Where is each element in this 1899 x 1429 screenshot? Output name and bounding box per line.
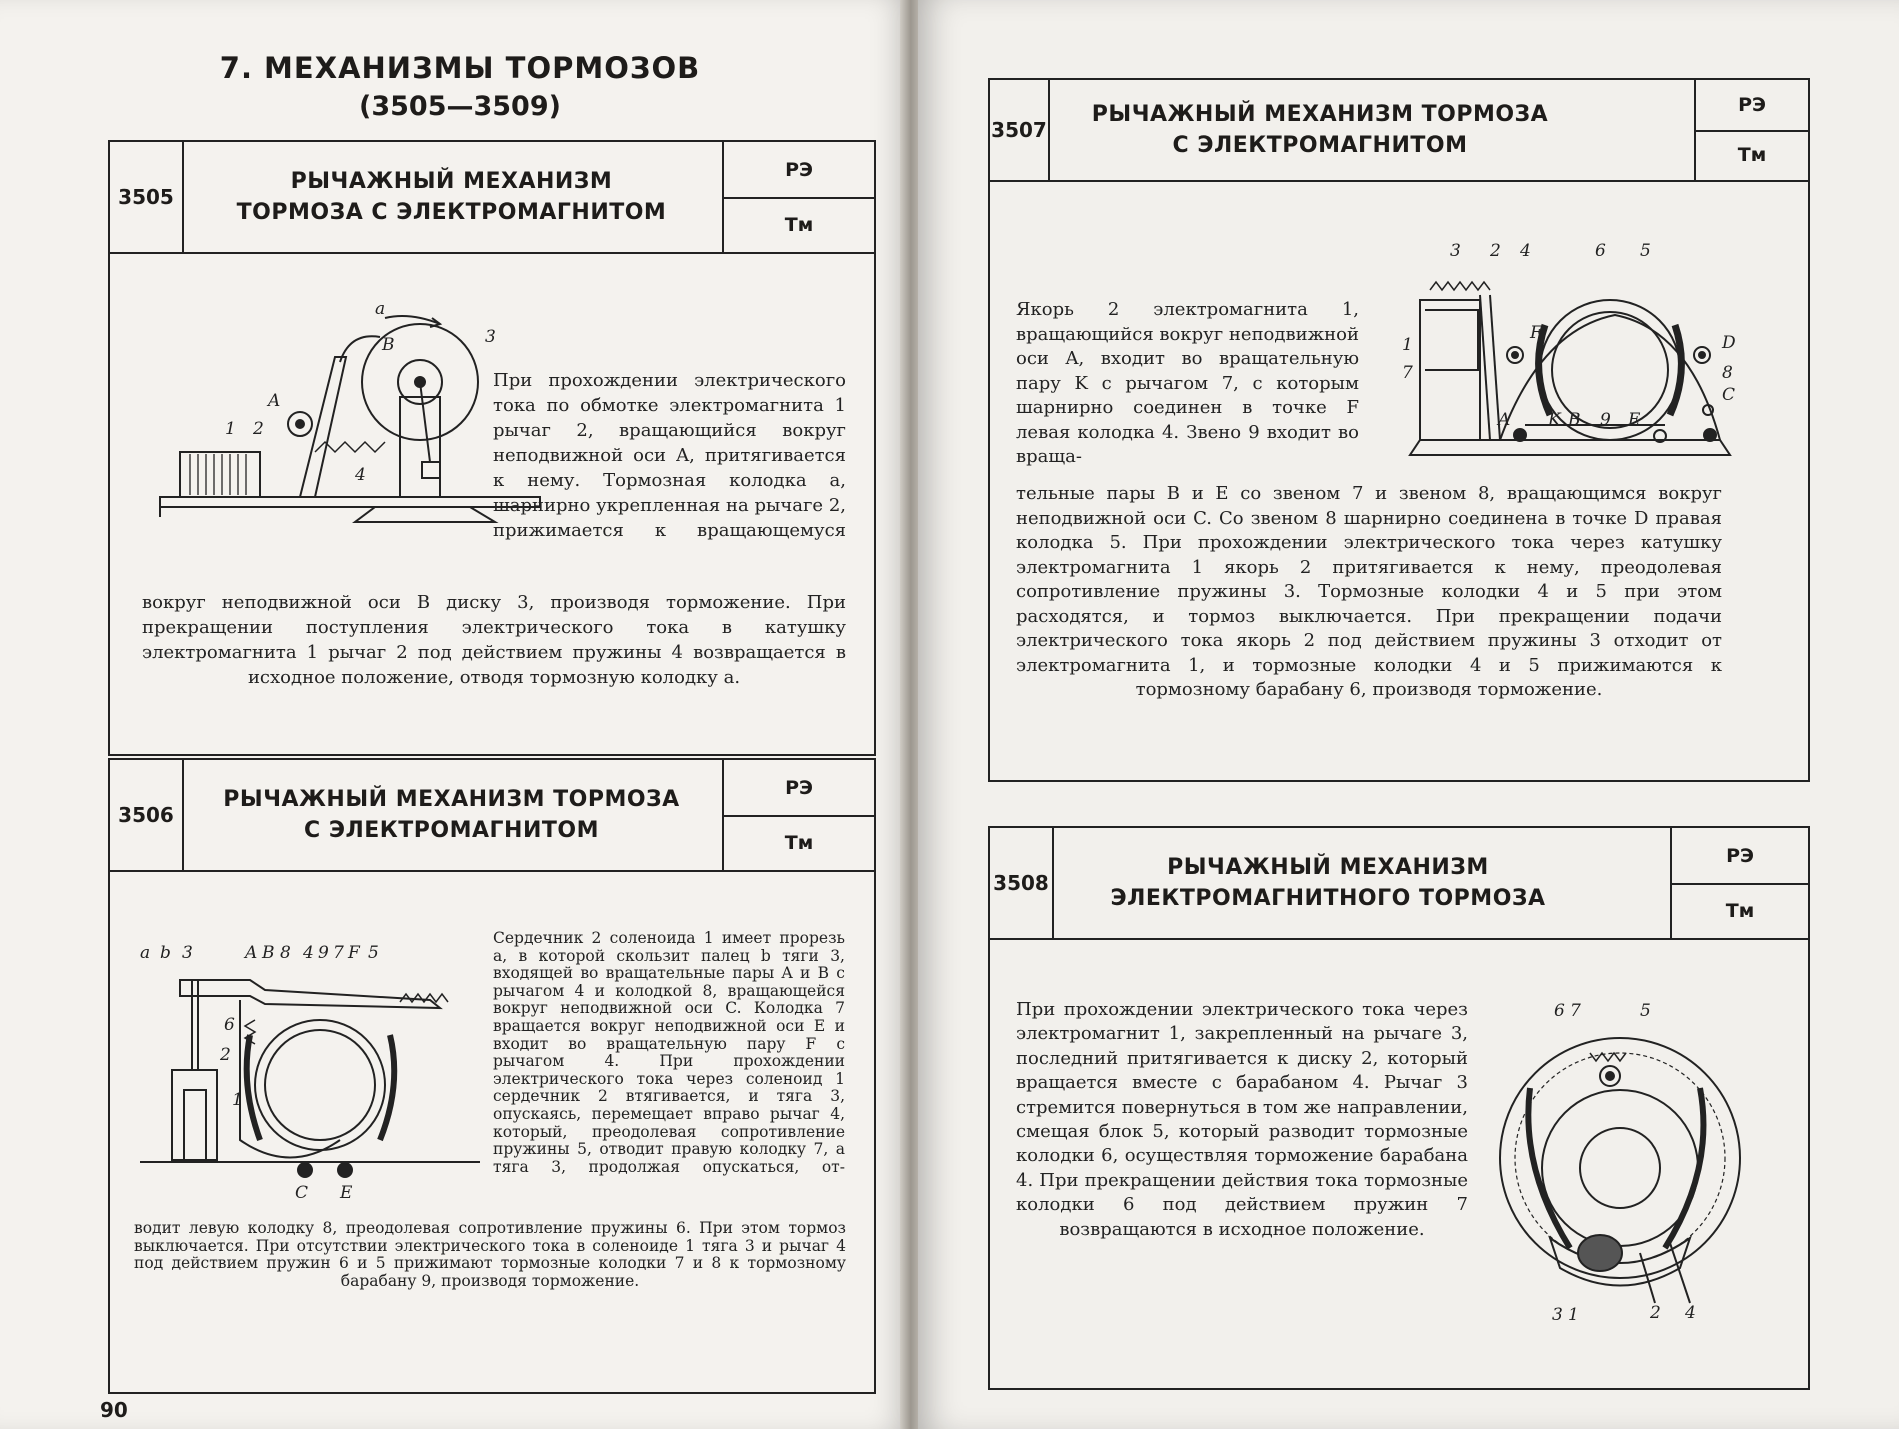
card-title-line1: РЫЧАЖНЫЙ МЕХАНИЗМ xyxy=(1167,855,1489,880)
fig-label: F xyxy=(1530,323,1542,343)
card-header xyxy=(110,142,874,254)
card-title-line2: ЭЛЕКТРОМАГНИТНОГО ТОРМОЗА xyxy=(1110,886,1546,911)
right-page xyxy=(918,0,1899,1429)
card-header xyxy=(990,80,1808,182)
card-title-line1: РЫЧАЖНЫЙ МЕХАНИЗМ ТОРМОЗА xyxy=(223,787,680,812)
code-re: РЭ xyxy=(1672,828,1808,885)
card-3508 xyxy=(988,826,1810,1390)
card-text-side: Якорь 2 электромагнита 1, вращающийся вокруг неподвижной оси A, входит во вращательную пару K с рычагом 7, с которым шарнирно соединен в точке F левая колодка 4. Звено 9 входит во враща- xyxy=(1016,299,1359,467)
card-3505 xyxy=(108,140,876,756)
fig-label: 1 xyxy=(1568,1305,1579,1325)
fig-label: K xyxy=(1548,410,1561,430)
card-3507 xyxy=(988,78,1810,782)
fig-label: 3 xyxy=(485,327,496,347)
card-title xyxy=(184,142,719,252)
fig-label: 6 xyxy=(224,1015,235,1035)
fig-label: E xyxy=(340,1183,353,1200)
fig-label: 6 xyxy=(1554,1001,1565,1021)
fig-label: 5 xyxy=(368,943,379,963)
fig-label: 1 xyxy=(232,1090,243,1110)
fig-label: a xyxy=(140,943,151,963)
fig-label: 9 xyxy=(318,943,329,963)
card-text-full: вокруг неподвижной оси B диску 3, производя торможение. При прекращении поступления электрического тока в катушку электромагнита 1 рычаг 2 под действием пружины 4 возвращается в исходное положение, отводя тормозную колодку a. xyxy=(142,592,846,688)
chapter-range: (3505—3509) xyxy=(359,91,561,122)
fig-label: F xyxy=(348,943,360,963)
chapter-title: 7. МЕХАНИЗМЫ ТОРМОЗОВ xyxy=(219,51,701,85)
card-title-line1: РЫЧАЖНЫЙ МЕХАНИЗМ xyxy=(290,169,613,194)
card-id: 3505 xyxy=(110,142,184,252)
fig-label: 8 xyxy=(280,943,291,963)
card-id: 3508 xyxy=(990,828,1054,938)
card-title-line2: С ЭЛЕКТРОМАГНИТОМ xyxy=(304,818,599,843)
card-title xyxy=(1050,80,1590,180)
left-page xyxy=(0,0,905,1429)
code-tm: Тм xyxy=(1737,144,1767,166)
card-text-full: водит левую колодку 8, преодолевая сопротивление пружины 6. При этом тормоз выключается. При отсутствии электрического тока в соленоиде 1 тяга 3 и рычаг 4 под действием пружин 6 и 5 прижимают тормозные колодки 7 и 8 к тормозному барабану 9, производя торможение. xyxy=(134,1219,846,1290)
fig-label: 2 xyxy=(220,1045,231,1065)
fig-label: 3 xyxy=(1450,241,1461,261)
card-title-line2: ТОРМОЗА С ЭЛЕКТРОМАГНИТОМ xyxy=(236,200,667,225)
fig-label: A xyxy=(1498,410,1511,430)
figure-3508 xyxy=(1490,998,1750,1328)
fig-label: 9 xyxy=(1600,410,1611,430)
fig-label: 6 xyxy=(1595,241,1606,261)
fig-label: 4 xyxy=(355,465,366,485)
fig-label: E xyxy=(1628,410,1641,430)
figure-3507 xyxy=(1390,240,1750,470)
fig-label: 7 xyxy=(1570,1001,1581,1021)
card-3506 xyxy=(108,758,876,1394)
card-text-side: При прохождении электрического тока через электромагнит 1, закрепленный на рычаге 3, последний притягивается к диску 2, который вращается вместе с барабаном 4. Рычаг 3 стремится повернуться в том же направлении, смещая блок 5, который разводит тормозные колодки 6, осуществляя торможение барабана 4. При прекращении действия тока тормозные колодки 6 под действием пружин 7 возвращаются в исходное положение. xyxy=(1016,999,1468,1240)
fig-label: 4 xyxy=(1685,1303,1696,1323)
card-codes xyxy=(1694,80,1808,180)
fig-label: a xyxy=(375,302,386,319)
fig-label: C xyxy=(295,1183,309,1200)
fig-label: A xyxy=(245,943,258,963)
card-id: 3506 xyxy=(110,760,184,870)
card-title xyxy=(184,760,719,870)
fig-label: 2 xyxy=(1490,241,1501,261)
card-codes xyxy=(722,142,874,252)
fig-label: 1 xyxy=(1402,335,1413,355)
fig-label: 1 xyxy=(225,419,236,439)
code-tm: Тм xyxy=(784,213,814,236)
card-header xyxy=(990,828,1808,940)
fig-label: 7 xyxy=(333,943,344,963)
fig-label: B xyxy=(262,943,275,963)
fig-label: 5 xyxy=(1640,1001,1651,1021)
code-re: РЭ xyxy=(724,142,874,199)
fig-label: 3 xyxy=(1552,1305,1563,1325)
fig-label: C xyxy=(1722,385,1736,405)
code-tm: Тм xyxy=(784,831,814,854)
code-re: РЭ xyxy=(724,760,874,817)
card-text-full: тельные пары B и E со звеном 7 и звеном 8, вращающимся вокруг неподвижной оси C. Со звеном 8 шарнирно соединена в точке D правая колодка 5. При прохождении электрического тока через катушку электромагнита 1 якорь 2 притягивается к нему, преодолевая сопротивление пружины 3. Тормозные колодки 4 и 5 при этом расходятся, и тормоз выключается. При прекращении подачи электрического тока якорь 2 под действием пружины 3 отходит от электромагнита 1, и тормозные колодки 4 и 5 прижимаются к тормозному барабану 6, производя торможение. xyxy=(1016,483,1722,700)
card-codes xyxy=(722,760,874,870)
fig-label: A xyxy=(268,391,281,411)
fig-label: 7 xyxy=(1402,363,1413,383)
fig-label: 5 xyxy=(1640,241,1651,261)
fig-label: b xyxy=(160,943,171,963)
card-id: 3507 xyxy=(990,80,1050,180)
fig-label: 2 xyxy=(1650,1303,1661,1323)
fig-label: D xyxy=(1722,333,1736,353)
card-text-side: При прохождении электрического тока по обмотке электромагнита 1 рычаг 2, вращающийся вокруг неподвижной оси A, притягивается к нему. Тормозная колодка a, шарнирно укрепленная на рычаге 2, прижимается к вращающемуся xyxy=(493,370,846,541)
fig-label: B xyxy=(1568,410,1581,430)
page-number: 90 xyxy=(100,1398,128,1422)
figure-3506 xyxy=(140,940,500,1200)
fig-label: 8 xyxy=(1722,363,1733,383)
card-title-line2: С ЭЛЕКТРОМАГНИТОМ xyxy=(1172,133,1468,158)
card-header xyxy=(110,760,874,872)
fig-label: 2 xyxy=(253,419,264,439)
card-codes xyxy=(1670,828,1808,938)
fig-label: 4 xyxy=(303,943,314,963)
card-title xyxy=(1054,828,1602,938)
code-tm: Тм xyxy=(1725,899,1755,922)
fig-label: 4 xyxy=(1520,241,1531,261)
fig-label: B xyxy=(382,335,395,355)
code-re: РЭ xyxy=(1696,80,1808,132)
card-title-line1: РЫЧАЖНЫЙ МЕХАНИЗМ ТОРМОЗА xyxy=(1091,102,1549,127)
fig-label: 3 xyxy=(182,943,193,963)
card-text-side: Сердечник 2 соленоида 1 имеет прорезь a, в которой скользит палец b тяги 3, входящей во вращательные пары A и B с рычагом 4 и колодкой 8, вращающейся вокруг неподвижной оси C. Колодка 7 вращается вокруг неподвижной оси E и входит во вращательную пару F с рычагом 4. При прохождении электрического тока через соленоид 1 сердечник 2 втягивается, и тяга 3, опускаясь, перемещает вправо рычаг 4, который, преодолевая сопротивление пружины 5, отводит правую колодку 7, а тяга 3, продолжая опускаться, от- xyxy=(493,929,845,1176)
